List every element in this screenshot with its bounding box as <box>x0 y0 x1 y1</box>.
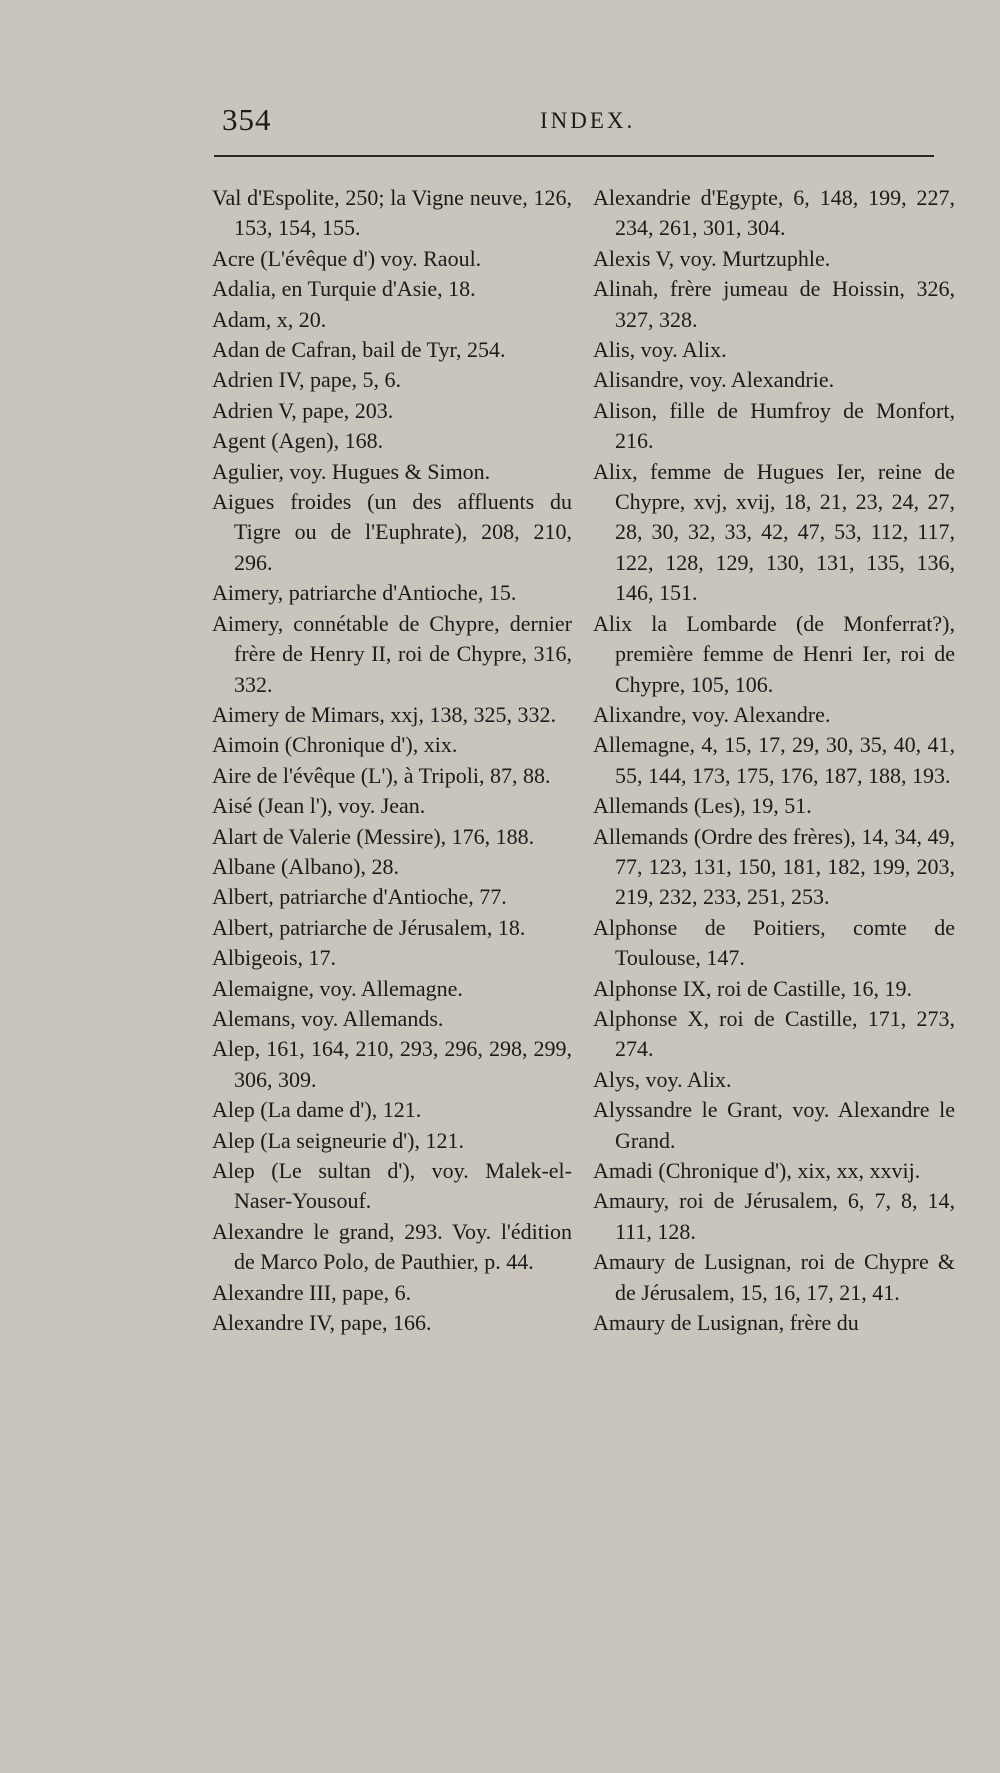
page-number: 354 <box>222 102 272 137</box>
index-entry: Aisé (Jean l'), voy. Jean. <box>212 793 426 819</box>
index-entry: Adalia, en Turquie d'Asie, 18. <box>212 276 476 302</box>
index-entry: Alisandre, voy. Alexandrie. <box>593 367 835 393</box>
index-entry: Acre (L'évêque d') voy. Raoul. <box>212 245 482 271</box>
index-entry: Amaury, roi de Jérusalem, 6, 7, 8, 14, 111, 128. <box>593 1188 955 1244</box>
index-entry: Val d'Espolite, 250; la Vigne neuve, 126, 153, 154, 155. <box>212 185 572 241</box>
index-entry: Alexis V, voy. Murtzuphle. <box>593 245 831 271</box>
index-entry: Alep (Le sultan d'), voy. Malek-el-Naser-Yousouf. <box>212 1158 572 1214</box>
index-entry: Allemands (Les), 19, 51. <box>593 793 812 819</box>
index-entry: Allemands (Ordre des frères), 14, 34, 49, 77, 123, 131, 150, 181, 182, 199, 203, 219, 232, 233, 251, 253. <box>593 823 955 910</box>
index-column-right <box>593 183 955 1338</box>
index-entry: Adan de Cafran, bail de Tyr, 254. <box>212 337 506 363</box>
index-entry: Alphonse X, roi de Castille, 171, 273, 274. <box>593 1005 955 1062</box>
index-entry: Alexandre le grand, 293. Voy. l'édition de Marco Polo, de Pauthier, p. 44. <box>212 1218 572 1275</box>
index-entry: Alphonse IX, roi de Castille, 16, 19. <box>593 975 912 1001</box>
index-entry: Adrien V, pape, 203. <box>212 397 394 423</box>
index-entry: Alison, fille de Humfroy de Monfort, 216. <box>593 397 955 454</box>
index-entry: Alix, femme de Hugues Ier, reine de Chypre, xvj, xvij, 18, 21, 23, 24, 27, 28, 30, 32, 33, 42, 47, 53, 112, 117, 122, 128, 129, 130, 131, 135, 136, 146, 151. <box>593 458 955 606</box>
index-entry: Aimery de Mimars, xxj, 138, 325, 332. <box>212 701 557 727</box>
running-title: INDEX. <box>540 108 636 133</box>
index-entry: Aire de l'évêque (L'), à Tripoli, 87, 88. <box>212 762 551 788</box>
index-entry: Alexandre III, pape, 6. <box>212 1279 412 1305</box>
index-entry: Adrien IV, pape, 5, 6. <box>212 367 401 393</box>
index-entry: Alexandre IV, pape, 166. <box>212 1310 432 1336</box>
index-entry: Alep, 161, 164, 210, 293, 296, 298, 299, 306, 309. <box>212 1036 572 1092</box>
index-entry: Amaury de Lusignan, roi de Chypre & de Jérusalem, 15, 16, 17, 21, 41. <box>593 1249 955 1305</box>
index-entry: Alys, voy. Alix. <box>593 1066 732 1092</box>
index-entry: Alemaigne, voy. Allemagne. <box>212 975 463 1001</box>
index-entry: Alix la Lombarde (de Monferrat?), première femme de Henri Ier, roi de Chypre, 105, 106. <box>593 610 955 697</box>
index-entry: Agent (Agen), 168. <box>212 428 384 454</box>
index-entry: Albert, patriarche d'Antioche, 77. <box>212 884 507 910</box>
index-entry: Agulier, voy. Hugues & Simon. <box>212 458 491 484</box>
index-entry: Aigues froides (un des affluents du Tigre ou de l'Euphrate), 208, 210, 296. <box>212 489 572 575</box>
index-column-left <box>212 183 572 1338</box>
index-entry: Albert, patriarche de Jérusalem, 18. <box>212 914 526 940</box>
index-entry: Albane (Albano), 28. <box>212 853 399 879</box>
index-entry: Amadi (Chronique d'), xix, xx, xxvij. <box>593 1158 921 1183</box>
index-entry: Alixandre, voy. Alexandre. <box>593 701 831 727</box>
index-entry: Amaury de Lusignan, frère du <box>593 1310 859 1336</box>
index-entry: Alphonse de Poitiers, comte de Toulouse, 147. <box>593 914 955 971</box>
index-entry: Albigeois, 17. <box>212 945 337 971</box>
index-entry: Alemans, voy. Allemands. <box>212 1005 444 1031</box>
index-entry: Aimery, connétable de Chypre, dernier frère de Henry II, roi de Chypre, 316, 332. <box>212 610 572 697</box>
header-rule <box>214 155 934 157</box>
index-entry: Alis, voy. Alix. <box>593 337 727 363</box>
index-entry: Aimoin (Chronique d'), xix. <box>212 732 458 758</box>
index-entry: Adam, x, 20. <box>212 306 327 332</box>
index-entry: Allemagne, 4, 15, 17, 29, 30, 35, 40, 41, 55, 144, 173, 175, 176, 187, 188, 193. <box>593 732 955 788</box>
index-entry: Alinah, frère jumeau de Hoissin, 326, 327, 328. <box>593 276 955 332</box>
index-entry: Alep (La seigneurie d'), 121. <box>212 1127 464 1153</box>
index-entry: Alexandrie d'Egypte, 6, 148, 199, 227, 234, 261, 301, 304. <box>593 185 955 241</box>
index-entry: Alyssandre le Grant, voy. Alexandre le Grand. <box>593 1097 955 1153</box>
index-entry: Aimery, patriarche d'Antioche, 15. <box>212 580 517 606</box>
index-entry: Alart de Valerie (Messire), 176, 188. <box>212 823 535 849</box>
index-entry: Alep (La dame d'), 121. <box>212 1097 422 1123</box>
